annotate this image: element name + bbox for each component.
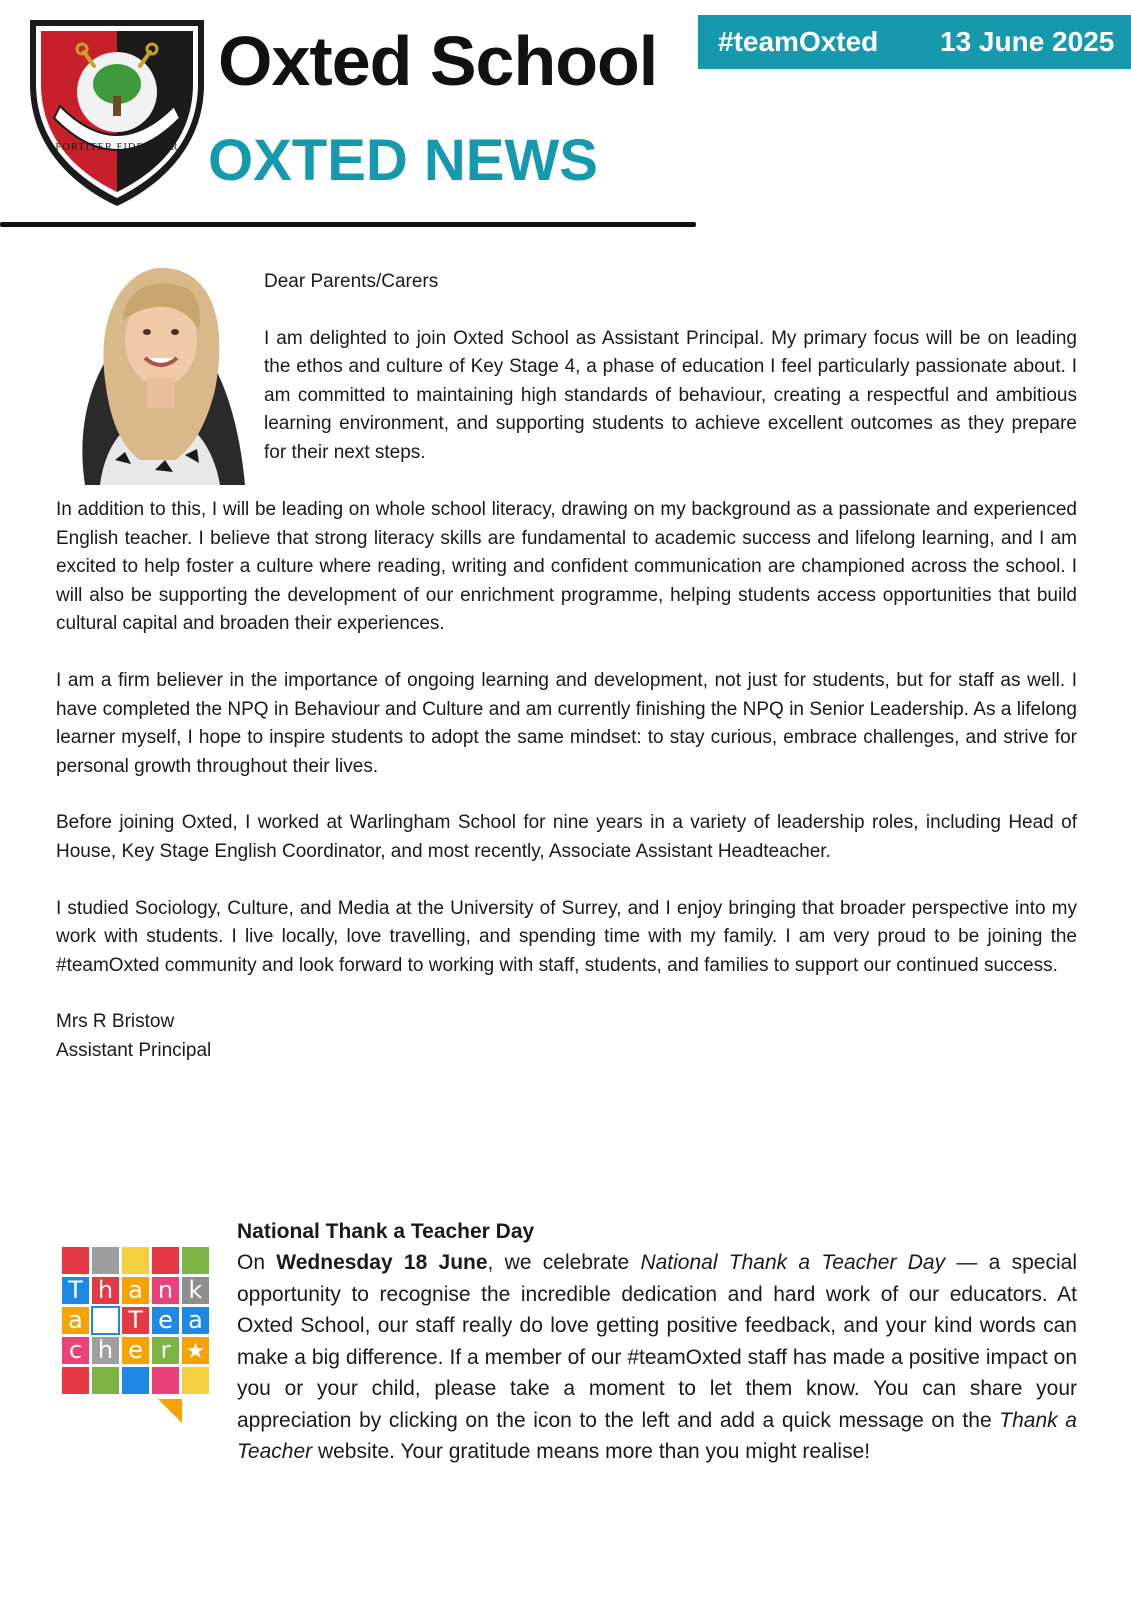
logo-letter: k <box>188 1276 203 1304</box>
body-text: , we celebrate <box>487 1251 641 1274</box>
logo-tile <box>152 1247 179 1274</box>
logo-letter: a <box>188 1306 203 1334</box>
school-name: Oxted School <box>218 22 658 100</box>
school-crest-logo <box>24 14 210 210</box>
logo-tile <box>122 1367 149 1394</box>
hashtag-label: #teamOxted <box>718 26 879 57</box>
thank-a-teacher-icon[interactable] <box>60 1245 214 1435</box>
letter-intro <box>264 268 1077 468</box>
logo-letter: n <box>157 1276 174 1304</box>
logo-tile <box>182 1247 209 1274</box>
logo-letter: a <box>68 1306 83 1334</box>
logo-letter: h <box>97 1336 114 1364</box>
event-date: Wednesday 18 June <box>276 1251 488 1274</box>
logo-tile <box>92 1307 119 1334</box>
letter-paragraph: Before joining Oxted, I worked at Warlingham School for nine years in a variety of leadership roles, including Head of House, Key Stage English Coordinator, and most recently, Associate Assistant Headteacher. <box>56 812 1077 862</box>
logo-tile <box>62 1367 89 1394</box>
thank-a-teacher-body <box>237 1247 1077 1468</box>
signature-name: Mrs R Bristow <box>56 1011 175 1033</box>
letter-salutation: Dear Parents/Carers <box>264 271 439 292</box>
logo-letter: h <box>97 1276 114 1304</box>
star-icon: ★ <box>185 1338 206 1363</box>
letter-body <box>56 496 1077 1066</box>
logo-letter: T <box>128 1306 143 1334</box>
logo-tile <box>62 1247 89 1274</box>
letter-paragraph: In addition to this, I will be leading on whole school literacy, drawing on my background as a passionate and experienced English teacher. I believe that strong literacy skills are fundamental to academic success and lifelong learning, and I am excited to help foster a culture where reading, writing and confident communication are championed across the school. I will also be supporting the development of our enrichment programme, helping students access opportunities that build cultural capital and broaden their experiences. <box>56 499 1077 635</box>
logo-tile <box>152 1367 179 1394</box>
letter-intro-paragraph: I am delighted to join Oxted School as Assistant Principal. My primary focus will be on leading the ethos and culture of Key Stage 4, a phase of education I feel particularly passionate about. I am committed to maintaining high standards of behaviour, creating a respectful and ambitious learning environment, and supporting students to achieve excellent outcomes as they prepare for their next steps. <box>264 327 1077 463</box>
logo-tile <box>182 1367 209 1394</box>
logo-letter: a <box>128 1276 143 1304</box>
body-text: website. Your gratitude means more than you might realise! <box>312 1440 871 1463</box>
logo-letter: e <box>128 1336 143 1364</box>
thank-a-teacher-heading: National Thank a Teacher Day <box>237 1220 535 1243</box>
letter-paragraph: I am a firm believer in the importance of ongoing learning and development, not just for students, but for staff as well. I have completed the NPQ in Behaviour and Culture and am currently finishing the NPQ in Senior Leadership. As a lifelong learner myself, I hope to inspire students to adopt the same mindset: to stay curious, embrace challenges, and strive for personal growth throughout their lives. <box>56 669 1077 777</box>
logo-tile <box>92 1367 119 1394</box>
crest-motto: FORTITER FIDELITER <box>55 142 179 153</box>
issue-date: 13 June 2025 <box>940 26 1115 57</box>
logo-letter: T <box>68 1276 83 1304</box>
logo-letter: c <box>68 1336 83 1364</box>
logo-tile <box>122 1247 149 1274</box>
speech-bubble-tail-icon <box>158 1399 182 1423</box>
logo-letter: e <box>158 1306 173 1334</box>
letter-signature <box>56 1008 1077 1065</box>
letter-paragraph: I studied Sociology, Culture, and Media at the University of Surrey, and I enjoy bringing that broader perspective into my work with students. I live locally, love travelling, and spending time with my family. I am very proud to be joining the #teamOxted community and look forward to working with staff, students, and families to support our continued success. <box>56 897 1077 976</box>
newsletter-title: OXTED NEWS <box>208 128 598 193</box>
assistant-principal-photo <box>65 260 250 485</box>
header-divider <box>0 222 696 227</box>
event-name: National Thank a Teacher Day <box>640 1251 946 1274</box>
body-text: — a special opportunity to recognise the incredible dedication and hard work of our educators. At Oxted School, our staff really do love getting positive feedback, and your kind words can make a big difference. If a member of our #teamOxted staff has made a positive impact on you or your child, please take a moment to let them know. You can share your appreciation by clicking on the icon to the left and add a quick message on the <box>237 1251 1077 1432</box>
thank-a-teacher-website-name: Thank a Teacher <box>237 1408 1077 1463</box>
logo-tile <box>92 1247 119 1274</box>
header-banner <box>698 15 1131 69</box>
signature-role: Assistant Principal <box>56 1039 212 1061</box>
thank-a-teacher-section <box>237 1217 1077 1468</box>
logo-letter: r <box>160 1336 171 1364</box>
body-text: On <box>237 1251 277 1274</box>
